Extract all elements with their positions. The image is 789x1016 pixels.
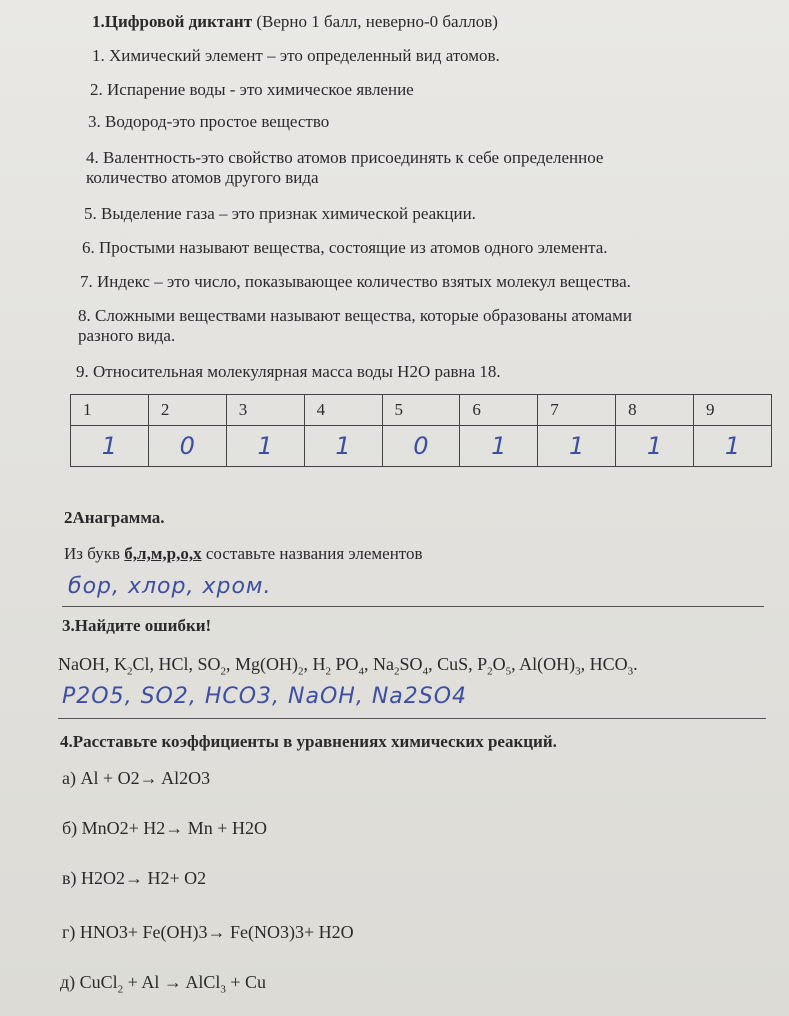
table-header-row (71, 395, 772, 426)
table-header-cell: 3 (226, 395, 304, 426)
equation-v: в) H2O2→ H2+ O2 (62, 868, 207, 888)
table-header-cell: 8 (616, 395, 694, 426)
table-header-cell: 4 (304, 395, 382, 426)
dictation-item-9: 9. Относительная молекулярная масса воды Н2О равна 18. (76, 362, 501, 381)
dictation-item-3: 3. Водород-это простое вещество (88, 112, 330, 131)
table-answer-cell: 1 (226, 426, 304, 467)
table-answer-cell: 1 (616, 426, 694, 467)
dictation-answer-table (70, 394, 772, 467)
equation-a: а) Al + O2→ Al2O3 (62, 768, 211, 788)
equation-d: д) CuCl$_2$ + Al → AlCl$_3$ + Cu (60, 972, 267, 996)
table-header-cell: 7 (538, 395, 616, 426)
coefficients-title: 4.Расставьте коэффициенты в уравнениях химических реакций. (60, 732, 557, 751)
dictation-item-7: 7. Индекс – это число, показывающее количество взятых молекул вещества. (80, 272, 631, 291)
table-header-cell: 9 (694, 395, 772, 426)
dictation-item-8: 8. Сложными веществами называют вещества, которые образованы атомами (78, 306, 632, 325)
table-answer-cell: 1 (694, 426, 772, 467)
answer-line (62, 606, 764, 607)
table-answer-cell: 1 (460, 426, 538, 467)
table-answer-cell: 1 (71, 426, 149, 467)
answer-line (58, 718, 766, 719)
table-answer-cell: 1 (538, 426, 616, 467)
anagram-handwritten-answer: бор, хлор, хром. (68, 574, 272, 599)
dictation-item-4: 4. Валентность-это свойство атомов присоединять к себе определенное (86, 148, 604, 167)
equation-g: г) HNO3+ Fe(OH)3→ Fe(NO3)3+ H2O (62, 922, 354, 942)
table-answer-cell: 0 (148, 426, 226, 467)
dictation-heading: 1.Цифровой диктант (Верно 1 балл, неверно-0 баллов) (92, 12, 498, 31)
dictation-item-8-cont: разного вида. (78, 326, 176, 345)
table-header-cell: 5 (382, 395, 460, 426)
dictation-item-1: 1. Химический элемент – это определенный вид атомов. (92, 46, 500, 65)
dictation-item-5: 5. Выделение газа – это признак химической реакции. (84, 204, 476, 223)
table-answer-row (71, 426, 772, 467)
errors-handwritten-answer: P2O5, SO2, HCO3, NaOH, Na2SO4 (62, 684, 468, 709)
table-header-cell: 6 (460, 395, 538, 426)
table-answer-cell: 0 (382, 426, 460, 467)
errors-title: 3.Найдите ошибки! (62, 616, 212, 635)
equation-b: б) MnO2+ H2→ Mn + H2O (62, 818, 267, 838)
table-header-cell: 1 (71, 395, 149, 426)
dictation-item-6: 6. Простыми называют вещества, состоящие из атомов одного элемента. (82, 238, 608, 257)
table-answer-cell: 1 (304, 426, 382, 467)
anagram-task: Из букв б,л,м,р,о,х составьте названия элементов (64, 544, 423, 563)
anagram-letters: б,л,м,р,о,х (124, 544, 202, 563)
dictation-item-2: 2. Испарение воды - это химическое явление (90, 80, 414, 99)
errors-formulas: NaOH, $K_2Cl$, HCl, $SO_2$, $Mg(OH)_2$, $H_2$ $PO_4$, $Na_2SO_4$, CuS, $P_2O_5$, $Al(OH)_3$, $HCO_3$. (58, 654, 638, 678)
anagram-title: 2Анаграмма. (64, 508, 165, 527)
table-header-cell: 2 (148, 395, 226, 426)
dictation-item-4-cont: количество атомов другого вида (86, 168, 319, 187)
